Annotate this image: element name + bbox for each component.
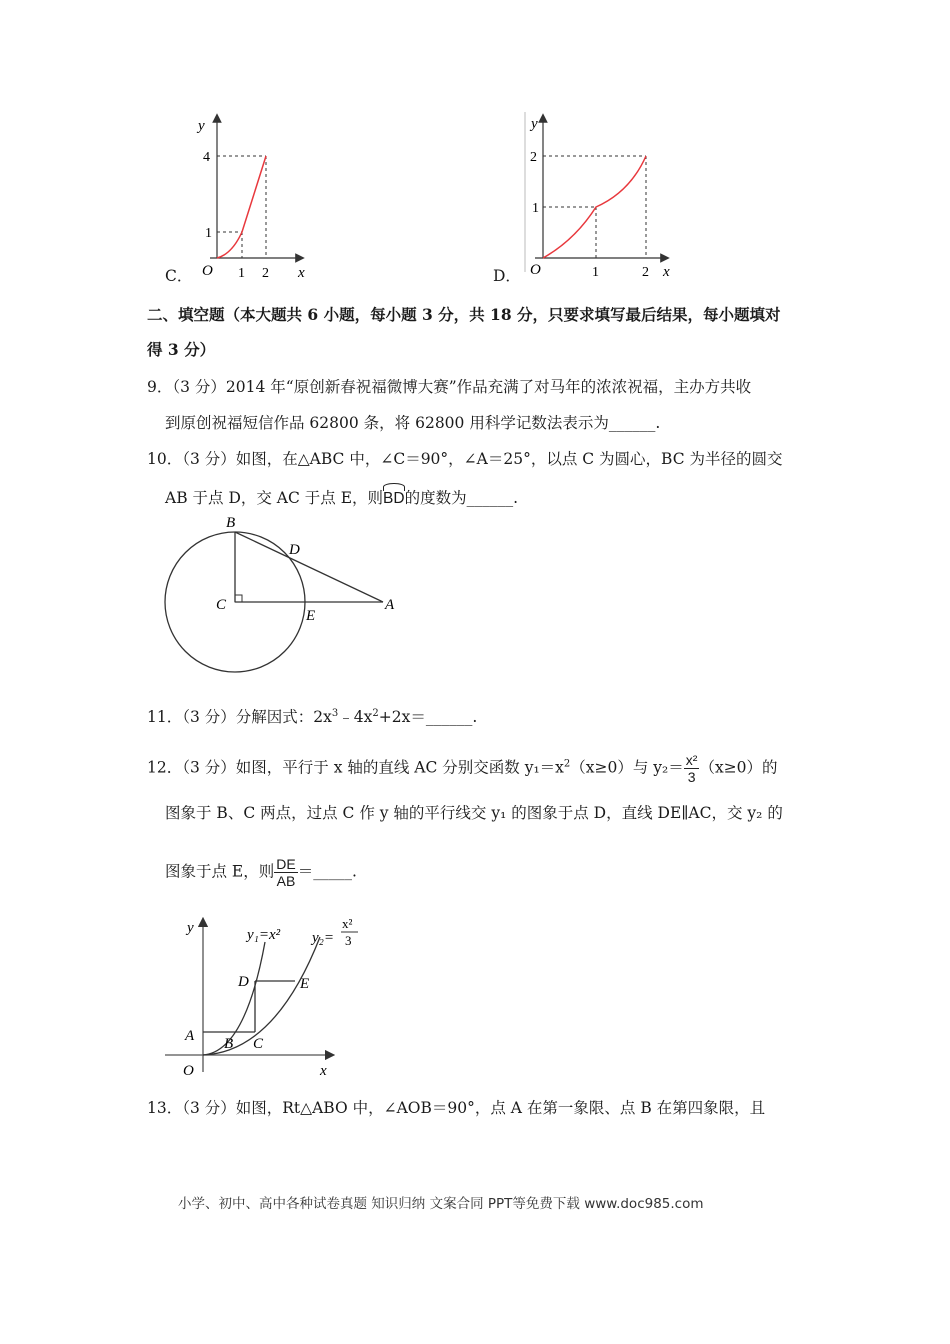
section-heading-line2: 得 3 分） (147, 340, 216, 359)
svg-text:4: 4 (203, 150, 210, 165)
q12-figure (165, 912, 370, 1082)
svg-text:D: D (238, 974, 249, 990)
option-c-label: C． (165, 267, 193, 285)
svg-text:E: E (306, 608, 316, 624)
origin-label: O (202, 263, 213, 279)
svg-text:1: 1 (532, 201, 539, 216)
q9-line1: 9．（3 分）2014 年“原创新春祝福微博大赛”作品充满了对马年的浓浓祝福，主办方共收 (147, 378, 752, 396)
svg-text:x: x (320, 1063, 327, 1079)
section-heading-line1: 二、填空题（本大题共 6 小题，每小题 3 分，共 18 分，只要求填写最后结果，每小题填对 (147, 305, 781, 324)
svg-text:O: O (183, 1063, 194, 1079)
option-d-graph (515, 112, 685, 284)
q13-line1: 13．（3 分）如图，Rt△ABO 中，∠AOB＝90°，点 A 在第一象限、点 B 在第四象限，且 (147, 1099, 766, 1117)
q12-line3: 图象于点 E，则 $\frac{DE}{AB}$ ＝_____. (165, 856, 357, 889)
svg-text:x²: x² (342, 916, 353, 931)
page-footer: 小学、初中、高中各种试卷真题 知识归纳 文案合同 PPT等免费下载 www.doc985.com (178, 1196, 704, 1212)
y-label: y (531, 116, 538, 132)
q11: 11．（3 分）分解因式：$2x^3﹣4x^2+2x=\_\_\_\_\_\_$. (147, 708, 478, 727)
svg-text:A: A (185, 1028, 195, 1044)
q10-line1: 10．（3 分）如图，在△ABC 中，∠C＝90°，∠A＝25°，以点 C 为圆心，BC 为半径的圆交 (147, 450, 783, 468)
option-d-label: D． (493, 267, 521, 285)
q10-figure (158, 512, 403, 677)
svg-text:1: 1 (238, 266, 245, 281)
segment-ab (235, 532, 383, 602)
svg-text:E: E (300, 976, 310, 992)
svg-text:3: 3 (345, 933, 352, 948)
svg-text:y₂=: y₂= (312, 930, 334, 946)
arc-bd: BD (383, 486, 405, 509)
origin-label: O (530, 262, 541, 278)
svg-text:1: 1 (205, 226, 212, 241)
x-label: x (298, 265, 305, 281)
q10-line2: AB 于点 D，交 AC 于点 E，则 BD的度数为______. (165, 486, 518, 509)
svg-text:2: 2 (530, 150, 537, 165)
fraction-x2-over-3: $\frac{\text{x²}}{3}$ (685, 752, 698, 785)
svg-text:B: B (226, 515, 236, 531)
svg-text:A: A (385, 597, 395, 613)
q12-line1: 12．（3 分）如图，平行于 x 轴的直线 AC 分别交函数 $y_1=x^2(x\ge 0)$与 y₂＝ $\frac{\text{x²}}{3}$ （x≥0）的 (147, 752, 778, 785)
svg-text:y₁=x²: y₁=x² (247, 927, 281, 943)
svg-text:D: D (289, 542, 300, 558)
right-angle-mark (235, 595, 242, 602)
q12-line2: 图象于 B、C 两点，过点 C 作 y 轴的平行线交 y₁ 的图象于点 D，直线 DE∥AC，交 y₂ 的 (165, 804, 783, 822)
x-label: x (663, 264, 670, 280)
svg-text:1: 1 (592, 265, 599, 280)
svg-text:2: 2 (642, 265, 649, 280)
q9-line2: 到原创祝福短信作品 62800 条，将 62800 用科学记数法表示为______. (165, 414, 661, 432)
y-label: y (198, 118, 205, 134)
curve (543, 156, 646, 258)
svg-text:2: 2 (262, 266, 269, 281)
option-c-graph (180, 112, 320, 284)
svg-text:y: y (187, 920, 194, 936)
svg-text:B: B (224, 1036, 234, 1052)
curve (217, 156, 266, 258)
fraction-de-over-ab: $\frac{DE}{AB}$ (276, 856, 296, 889)
svg-text:C: C (216, 597, 227, 613)
svg-text:C: C (253, 1036, 264, 1052)
